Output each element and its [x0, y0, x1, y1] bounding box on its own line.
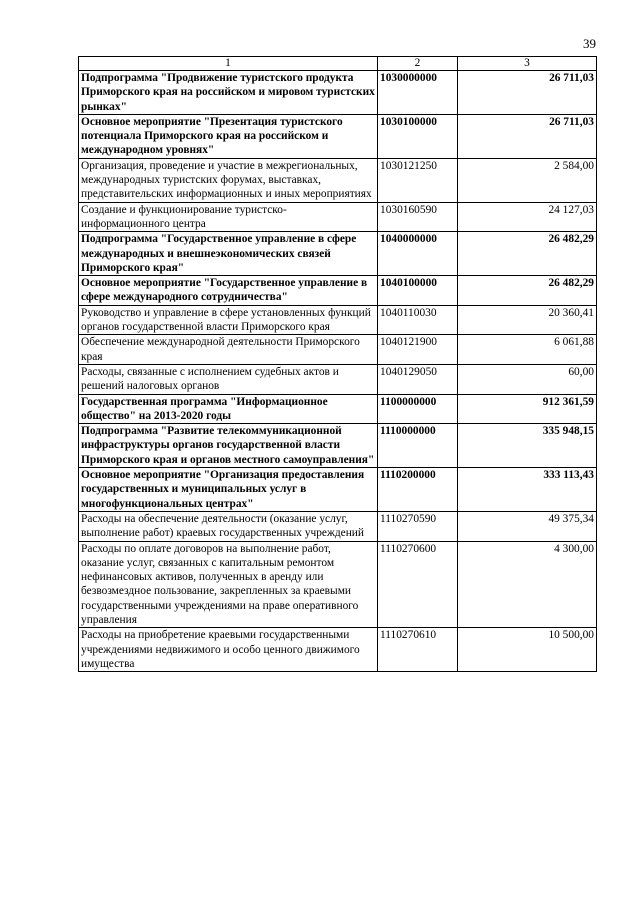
row-name: Подпрограмма "Продвижение туристского продукта Приморского края на российском и мировом туристских рынках": [79, 71, 378, 115]
row-name: Обеспечение международной деятельности Приморского края: [79, 335, 378, 365]
row-amount: 912 361,59: [458, 394, 597, 424]
table-row: [79, 71, 597, 115]
table-row: [79, 305, 597, 335]
row-amount: 24 127,03: [458, 202, 597, 232]
row-amount: 4 300,00: [458, 541, 597, 628]
row-code: 1100000000: [378, 394, 458, 424]
row-code: 1110000000: [378, 424, 458, 468]
row-name: Расходы на обеспечение деятельности (оказание услуг, выполнение работ) краевых государственных учреждений: [79, 511, 378, 541]
row-name: Расходы, связанные с исполнением судебных актов и решений налоговых органов: [79, 364, 378, 394]
row-code: 1030160590: [378, 202, 458, 232]
table-row: [79, 276, 597, 306]
row-amount: 2 584,00: [458, 158, 597, 202]
row-name: Основное мероприятие "Организация предоставления государственных и муниципальных услуг в многофункциональных центрах": [79, 468, 378, 512]
row-code: 1110270590: [378, 511, 458, 541]
budget-table: [78, 56, 597, 672]
row-name: Руководство и управление в сфере установленных функций органов государственной власти Приморского края: [79, 305, 378, 335]
row-amount: 335 948,15: [458, 424, 597, 468]
row-amount: 6 061,88: [458, 335, 597, 365]
row-code: 1110270610: [378, 628, 458, 672]
row-name: Подпрограмма "Государственное управление в сфере международных и внешнеэкономических связей Приморского края": [79, 232, 378, 276]
row-name: Расходы на приобретение краевыми государственными учреждениями недвижимого и особо ценного движимого имущества: [79, 628, 378, 672]
table-row: [79, 335, 597, 365]
table-row: [79, 424, 597, 468]
row-name: Подпрограмма "Развитие телекоммуникационной инфраструктуры органов государственной власти Приморского края и органов местного самоуправления": [79, 424, 378, 468]
page-number: 39: [583, 36, 596, 51]
row-code: 1040100000: [378, 276, 458, 306]
row-name: Основное мероприятие "Государственное управление в сфере международного сотрудничества": [79, 276, 378, 306]
row-code: 1040000000: [378, 232, 458, 276]
row-code: 1030000000: [378, 71, 458, 115]
table-header-row: [79, 57, 597, 71]
row-code: 1030100000: [378, 114, 458, 158]
row-amount: 10 500,00: [458, 628, 597, 672]
row-code: 1110200000: [378, 468, 458, 512]
table-row: [79, 541, 597, 628]
table-row: [79, 114, 597, 158]
row-name: Расходы по оплате договоров на выполнение работ, оказание услуг, связанных с капитальным ремонтом нефинансовых активов, полученных в аренду или безвозмездное пользование, закрепленных за краевыми государственными учреждениями на праве оперативного управления: [79, 541, 378, 628]
row-code: 1030121250: [378, 158, 458, 202]
table-row: [79, 364, 597, 394]
table-row: [79, 158, 597, 202]
column-header-name: 1: [79, 57, 378, 71]
row-code: 1040110030: [378, 305, 458, 335]
table-row: [79, 511, 597, 541]
table-row: [79, 232, 597, 276]
row-code: 1040129050: [378, 364, 458, 394]
column-header-amount: 3: [458, 57, 597, 71]
row-name: Организация, проведение и участие в межрегиональных, международных туристских форумах, выставках, представительских информационных и иных мероприятиях: [79, 158, 378, 202]
row-name: Создание и функционирование туристско-информационного центра: [79, 202, 378, 232]
row-amount: 60,00: [458, 364, 597, 394]
row-name: Основное мероприятие "Презентация туристского потенциала Приморского края на российском и международном уровнях": [79, 114, 378, 158]
row-name: Государственная программа "Информационное общество" на 2013-2020 годы: [79, 394, 378, 424]
row-amount: 20 360,41: [458, 305, 597, 335]
row-amount: 26 482,29: [458, 276, 597, 306]
table-row: [79, 394, 597, 424]
row-amount: 333 113,43: [458, 468, 597, 512]
row-code: 1040121900: [378, 335, 458, 365]
table-row: [79, 468, 597, 512]
row-code: 1110270600: [378, 541, 458, 628]
row-amount: 26 711,03: [458, 114, 597, 158]
row-amount: 49 375,34: [458, 511, 597, 541]
table-row: [79, 202, 597, 232]
column-header-code: 2: [378, 57, 458, 71]
table-row: [79, 628, 597, 672]
row-amount: 26 482,29: [458, 232, 597, 276]
row-amount: 26 711,03: [458, 71, 597, 115]
